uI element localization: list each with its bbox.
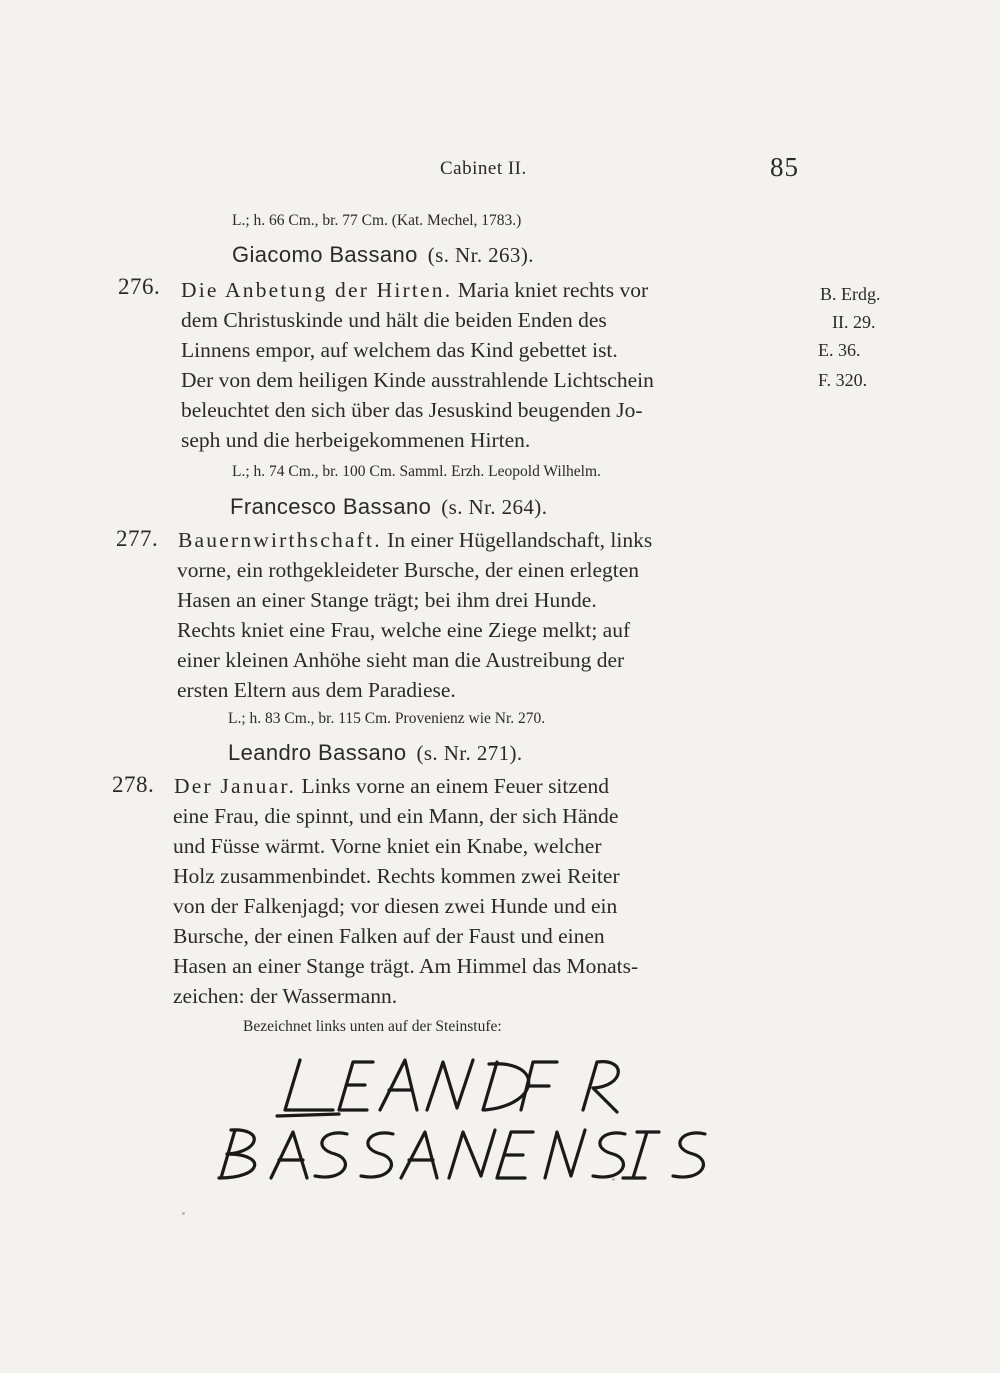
page-number: 85 xyxy=(770,152,799,182)
entry-text-line: eine Frau, die spinnt, und ein Mann, der sich Hände xyxy=(173,804,619,828)
entry-text-line: und Füsse wärmt. Vorne kniet ein Knabe, welcher xyxy=(173,834,602,858)
entry-text-line: dem Christuskinde und hält die beiden Enden des xyxy=(181,308,607,332)
entry-title: Der Januar. xyxy=(174,774,297,798)
artist-name: Giacomo Bassano xyxy=(232,242,418,267)
artist-reference: (s. Nr. 264). xyxy=(441,495,548,519)
entry-text-line: Maria kniet rechts vor xyxy=(457,278,649,302)
entry-text-line: Bursche, der einen Falken auf der Faust und einen xyxy=(173,924,605,948)
catalog-number: 278. xyxy=(112,772,155,797)
entry-text-line: beleuchtet den sich über das Jesuskind beugenden Jo- xyxy=(181,398,643,422)
running-head: Cabinet II. xyxy=(440,158,527,179)
entry-text-line: zeichen: der Wassermann. xyxy=(173,984,398,1008)
entry-first-line xyxy=(178,528,652,553)
artist-reference: (s. Nr. 263). xyxy=(427,243,534,267)
entry-text-line: vorne, ein rothgekleideter Bursche, der einen erlegten xyxy=(177,558,640,582)
inscription-note: Bezeichnet links unten auf der Steinstufe: xyxy=(243,1018,502,1035)
entry-title: Bauernwirthschaft. xyxy=(178,528,382,552)
entry-text-line: ersten Eltern aus dem Paradiese. xyxy=(177,678,456,702)
entry-text-line: In einer Hügellandschaft, links xyxy=(387,528,653,552)
entry-text-line: Hasen an einer Stange trägt. Am Himmel das Monats- xyxy=(173,954,639,978)
entry-text-line: seph und die herbeigekommenen Hirten. xyxy=(181,428,531,452)
location-reference: F. 320. xyxy=(818,370,868,390)
artist-reference: (s. Nr. 271). xyxy=(416,741,523,765)
provenance-note: L.; h. 74 Cm., br. 100 Cm. Samml. Erzh. Leopold Wilhelm. xyxy=(232,463,601,480)
entry-text-line: Hasen an einer Stange trägt; bei ihm drei Hunde. xyxy=(177,588,597,612)
entry-text-line: Rechts kniet eine Frau, welche eine Ziege melkt; auf xyxy=(177,618,631,642)
catalog-number: 276. xyxy=(118,274,161,299)
provenance-note: L.; h. 83 Cm., br. 115 Cm. Provenienz wie Nr. 270. xyxy=(228,710,546,727)
artist-name: Francesco Bassano xyxy=(230,494,432,519)
entry-title: Die Anbetung der Hirten. xyxy=(181,278,453,302)
location-reference: II. 29. xyxy=(832,312,876,332)
paper-speck xyxy=(612,1178,615,1181)
location-reference: E. 36. xyxy=(818,340,861,360)
entry-text-line: von der Falkenjagd; vor diesen zwei Hunde und ein xyxy=(173,894,618,918)
entry-text-line: Linnens empor, auf welchem das Kind gebettet ist. xyxy=(181,338,618,362)
entry-first-line xyxy=(174,774,609,799)
entry-text-line: Der von dem heiligen Kinde ausstrahlende Lichtschein xyxy=(181,368,654,392)
catalog-number: 277. xyxy=(116,526,159,551)
entry-text-line: Links vorne an einem Feuer sitzend xyxy=(301,774,609,798)
signature-drawing xyxy=(205,1050,765,1190)
entry-first-line xyxy=(181,278,648,303)
artist-heading xyxy=(230,494,547,520)
painter-signature xyxy=(205,1050,765,1190)
location-reference: B. Erdg. xyxy=(820,284,881,304)
entry-text-line: einer kleinen Anhöhe sieht man die Austreibung der xyxy=(177,648,625,672)
paper-speck xyxy=(182,1212,185,1215)
page-header xyxy=(0,152,1000,192)
artist-heading xyxy=(228,740,523,766)
artist-name: Leandro Bassano xyxy=(228,740,407,765)
artist-heading xyxy=(232,242,534,268)
entry-text-line: Holz zusammenbindet. Rechts kommen zwei Reiter xyxy=(173,864,620,888)
provenance-note: L.; h. 66 Cm., br. 77 Cm. (Kat. Mechel, 1783.) xyxy=(232,212,522,229)
